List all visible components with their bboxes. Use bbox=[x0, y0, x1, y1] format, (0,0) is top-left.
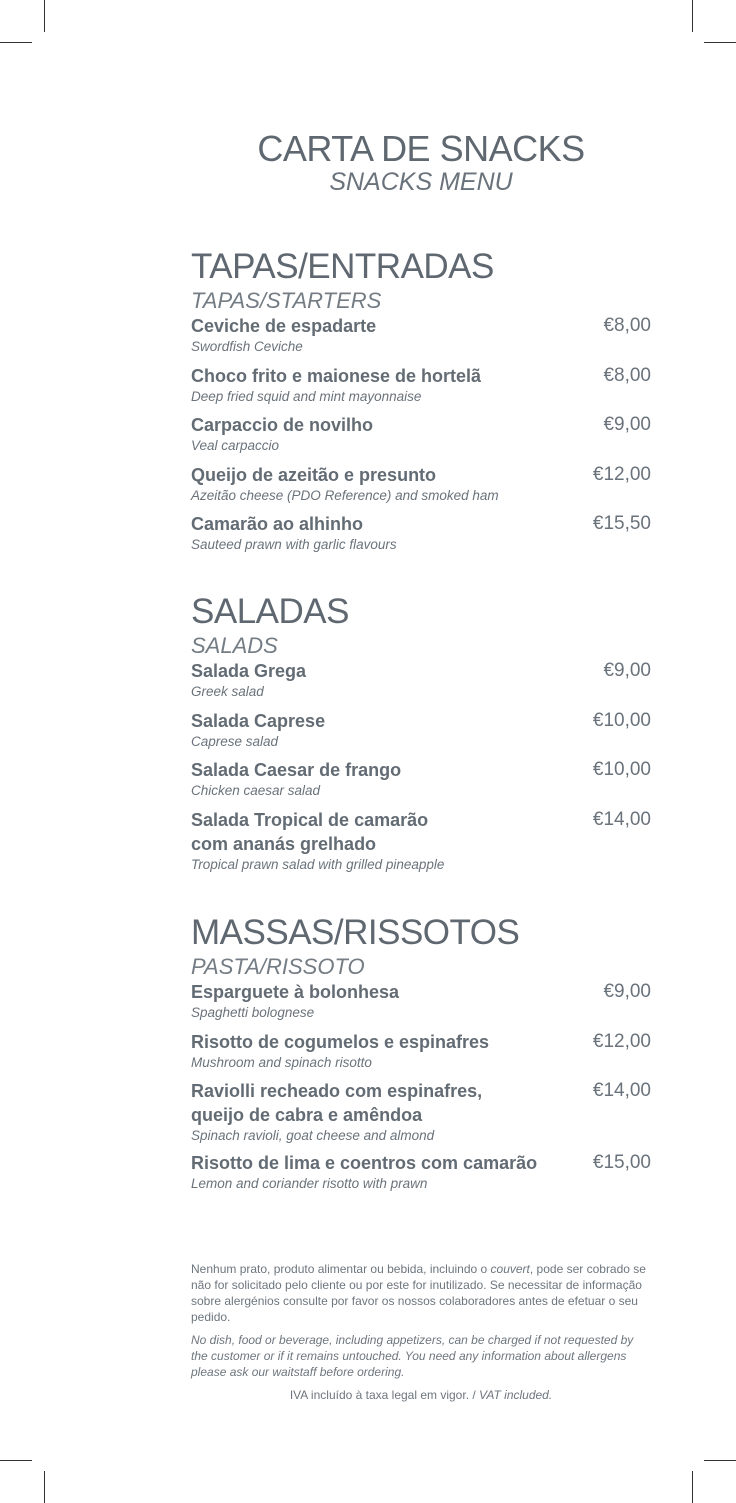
crop-mark bbox=[44, 1471, 45, 1503]
item-name: Queijo de azeitão e presunto bbox=[191, 465, 437, 485]
section-heading-saladas bbox=[191, 593, 349, 659]
item-description: Spaghetti bolognese bbox=[191, 1005, 315, 1020]
item-name: Choco frito e maionese de hortelã bbox=[191, 366, 482, 386]
menu-item bbox=[191, 808, 651, 874]
crop-mark bbox=[704, 42, 736, 43]
menu-title: CARTA DE SNACKS bbox=[257, 128, 585, 169]
item-description: Chicken caesar salad bbox=[191, 783, 321, 798]
item-description: Azeitão cheese (PDO Reference) and smoked ham bbox=[191, 488, 499, 503]
item-description: Spinach ravioli, goat cheese and almond bbox=[191, 1128, 435, 1143]
item-name: Salada Caesar de frango bbox=[191, 760, 402, 780]
menu-subtitle: SNACKS MENU bbox=[329, 168, 513, 196]
item-price: €14,00 bbox=[592, 1080, 651, 1101]
item-description: Swordfish Ceviche bbox=[191, 339, 303, 354]
item-name: Ceviche de espadarte bbox=[191, 316, 377, 336]
item-price: €8,00 bbox=[603, 365, 651, 386]
item-price: €15,50 bbox=[592, 513, 651, 534]
section-heading-massas bbox=[191, 914, 519, 980]
section-title-pt: MASSAS/RISSOTOS bbox=[191, 913, 520, 952]
menu-item bbox=[191, 659, 651, 701]
item-description: Mushroom and spinach risotto bbox=[191, 1055, 372, 1070]
item-name: Esparguete à bolonhesa bbox=[191, 982, 400, 1002]
crop-mark bbox=[704, 1460, 736, 1461]
vat-note bbox=[0, 1388, 736, 1402]
item-price: €9,00 bbox=[603, 414, 651, 435]
allergen-note-en: No dish, food or beverage, including appetizers, can be charged if not requested by the customer or if it remains untouched. You need any information about allergens please ask our waitstaff before ordering. bbox=[191, 1333, 634, 1379]
item-price: €8,00 bbox=[603, 315, 651, 336]
item-description: Tropical prawn salad with grilled pineapple bbox=[191, 857, 445, 872]
vat-note-en: VAT included. bbox=[479, 1388, 553, 1402]
item-name: Salada Grega bbox=[191, 661, 307, 681]
item-name: Salada Caprese bbox=[191, 711, 326, 731]
menu-item bbox=[191, 413, 651, 455]
item-description: Sauteed prawn with garlic flavours bbox=[191, 537, 397, 552]
item-name: Risotto de cogumelos e espinafres bbox=[191, 1032, 490, 1052]
item-description: Lemon and coriander risotto with prawn bbox=[191, 1176, 428, 1191]
menu-item bbox=[191, 512, 651, 554]
item-name: Salada Tropical de camarão com ananás grelhado bbox=[191, 810, 429, 854]
item-price: €15,00 bbox=[592, 1152, 651, 1173]
note-pt-part: Nenhum prato, produto alimentar ou bebida, incluindo o bbox=[191, 1262, 491, 1276]
item-name: Risotto de lima e coentros com camarão bbox=[191, 1153, 538, 1173]
section-title-pt: SALADAS bbox=[191, 592, 349, 631]
section-title-en: TAPAS/STARTERS bbox=[191, 288, 382, 313]
item-price: €10,00 bbox=[592, 710, 651, 731]
note-pt-part: , pode ser cobrado se não for solicitado pelo cliente ou por este for inutilizado. Se necessitar de informação sobre alergénios consulte por favor os nossos colaboradores antes de efetuar o seu pedido. bbox=[191, 1262, 646, 1324]
item-price: €10,00 bbox=[592, 759, 651, 780]
crop-mark bbox=[0, 42, 32, 43]
item-price: €9,00 bbox=[603, 660, 651, 681]
item-description: Veal carpaccio bbox=[191, 438, 280, 453]
vat-note-pt: IVA incluído à taxa legal em vigor. / bbox=[289, 1388, 480, 1402]
crop-mark bbox=[692, 1471, 693, 1503]
item-description: Deep fried squid and mint mayonnaise bbox=[191, 389, 422, 404]
menu-item bbox=[191, 1151, 651, 1193]
section-title-en: SALADS bbox=[191, 633, 278, 658]
menu-item bbox=[191, 314, 651, 356]
crop-mark bbox=[44, 0, 45, 32]
section-heading-tapas bbox=[191, 248, 494, 314]
allergen-note-pt bbox=[191, 1261, 649, 1325]
item-price: €14,00 bbox=[592, 809, 651, 830]
menu-item bbox=[191, 980, 651, 1022]
menu-item bbox=[191, 1030, 651, 1072]
item-price: €12,00 bbox=[592, 464, 651, 485]
menu-item bbox=[191, 463, 651, 505]
item-price: €12,00 bbox=[592, 1031, 651, 1052]
section-title-en: PASTA/RISSOTO bbox=[191, 954, 365, 979]
item-description: Greek salad bbox=[191, 684, 264, 699]
menu-item bbox=[191, 709, 651, 751]
note-pt-couvert: couvert bbox=[490, 1262, 530, 1276]
menu-item bbox=[191, 1079, 651, 1145]
item-name: Raviolli recheado com espinafres, queijo de cabra e amêndoa bbox=[191, 1081, 483, 1125]
item-description: Caprese salad bbox=[191, 734, 279, 749]
section-title-pt: TAPAS/ENTRADAS bbox=[191, 247, 494, 286]
item-name: Camarão ao alhinho bbox=[191, 514, 364, 534]
item-price: €9,00 bbox=[603, 981, 651, 1002]
menu-item bbox=[191, 758, 651, 800]
crop-mark bbox=[692, 0, 693, 32]
item-name: Carpaccio de novilho bbox=[191, 415, 374, 435]
crop-mark bbox=[0, 1460, 32, 1461]
menu-item bbox=[191, 364, 651, 406]
